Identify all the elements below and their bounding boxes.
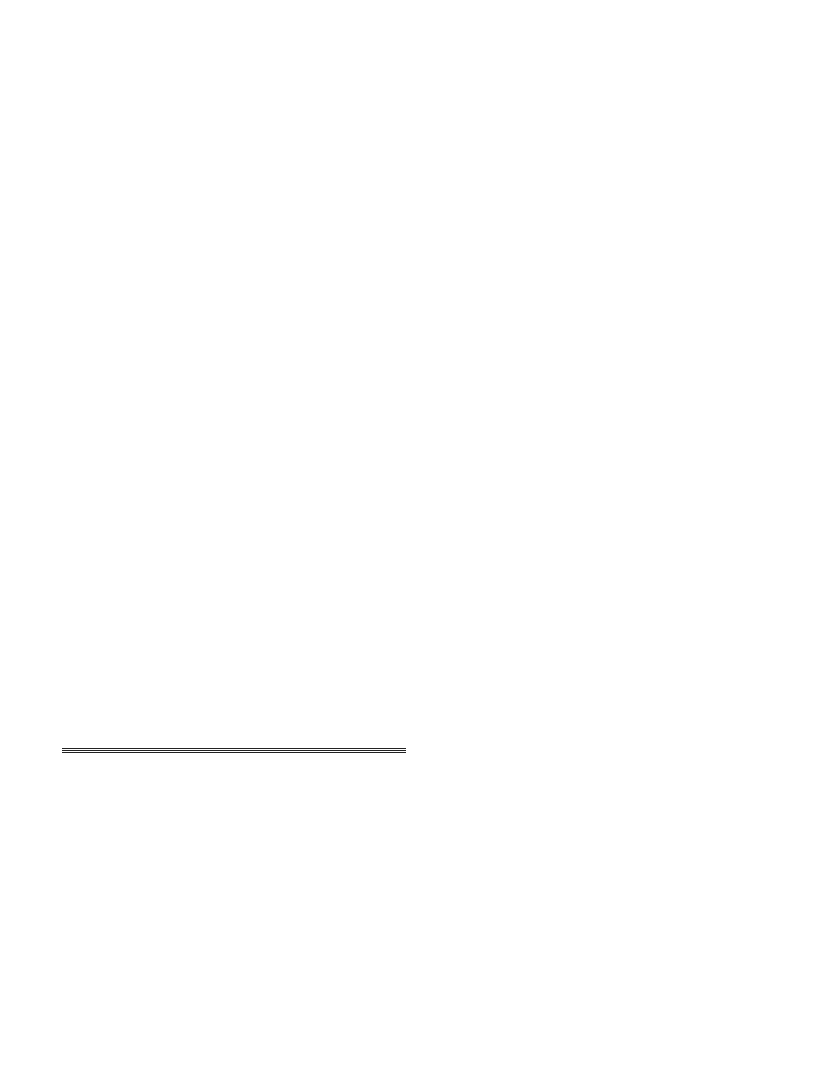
fig10-b-chart xyxy=(110,225,370,450)
journal-citation xyxy=(774,26,780,41)
fig11-c-chart xyxy=(478,432,718,642)
fig11-b-chart xyxy=(478,225,718,435)
table5 xyxy=(62,745,406,754)
table5-grid xyxy=(62,750,406,754)
fig10-a-chart xyxy=(95,55,405,215)
fig10-c-chart xyxy=(110,452,370,667)
fig11-a-chart xyxy=(440,52,760,220)
